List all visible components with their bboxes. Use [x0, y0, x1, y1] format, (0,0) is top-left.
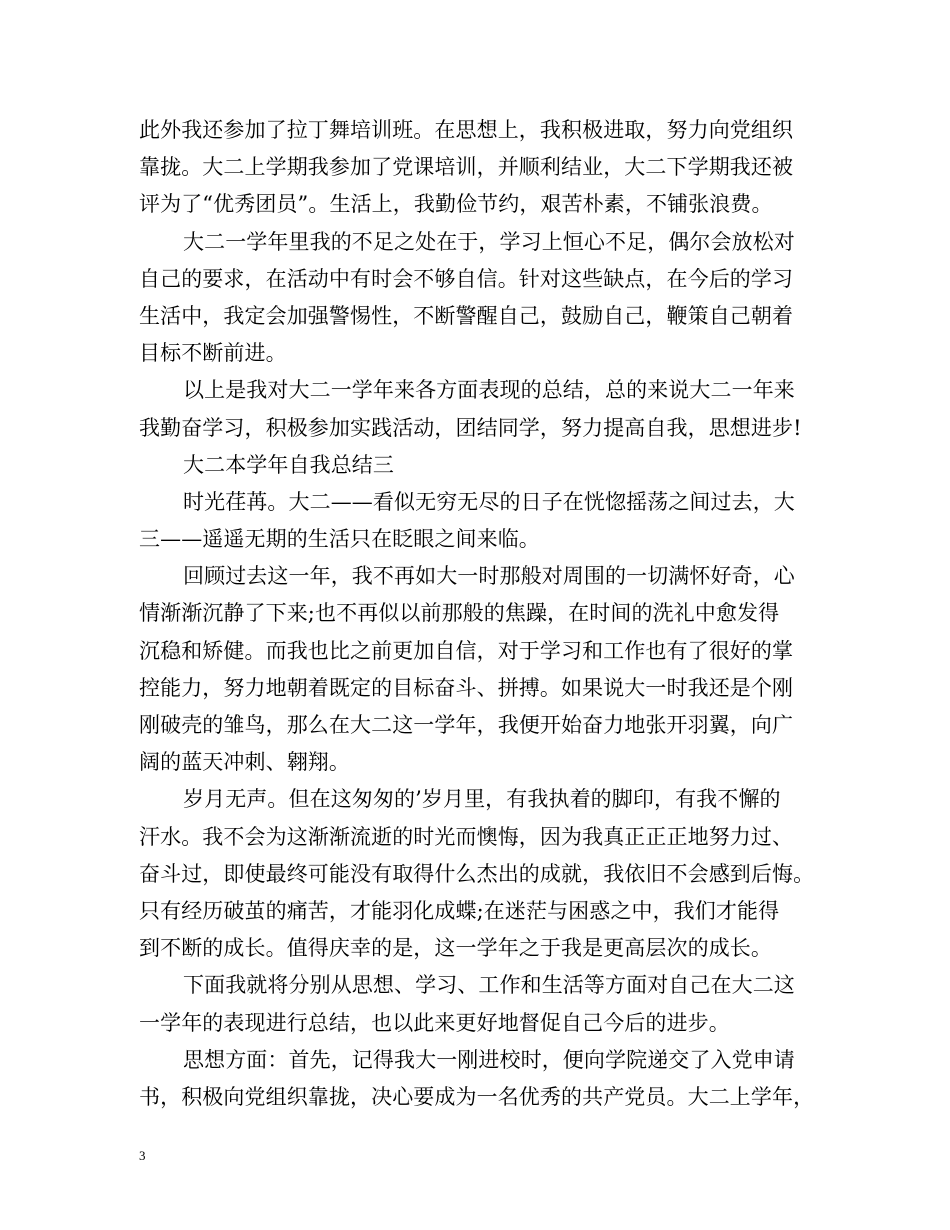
section-heading: 大二本学年自我总结三	[183, 452, 394, 477]
text-line: 只有经历破茧的痛苦，才能羽化成蝶;在迷茫与困惑之中，我们才能得	[139, 898, 780, 923]
text-line: 控能力，努力地朝着既定的目标奋斗、拼搏。如果说大一时我还是个刚	[139, 675, 794, 700]
page-number: 3	[139, 1148, 146, 1163]
text-line: 大二一学年里我的不足之处在于，学习上恒心不足，偶尔会放松对	[183, 229, 795, 254]
text-line: 我勤奋学习，积极参加实践活动，团结同学，努力提高自我，思想进步!	[139, 415, 802, 440]
text-line: 目标不断前进。	[139, 341, 287, 366]
text-line: 到不断的成长。值得庆幸的是，这一学年之于我是更高层次的成长。	[139, 936, 772, 961]
text-line: 书，积极向党组织靠拢，决心要成为一名优秀的共产党员。大二上学年，	[139, 1084, 815, 1109]
text-line: 下面我就将分别从思想、学习、工作和生活等方面对自己在大二这	[183, 973, 795, 998]
text-line: 三——遥遥无期的生活只在眨眼之间来临。	[139, 527, 540, 552]
text-line: 沉稳和矫健。而我也比之前更加自信，对于学习和工作也有了很好的掌	[139, 638, 794, 663]
body-text	[139, 112, 829, 1116]
text-line: 岁月无声。但在这匆匆的’岁月里，有我执着的脚印，有我不懈的	[183, 787, 781, 812]
text-line: 汗水。我不会为这渐渐流逝的时光而懊悔，因为我真正正正地努力过、	[139, 824, 794, 849]
text-line: 阔的蓝天冲刺、翱翔。	[139, 750, 350, 775]
text-line: 奋斗过，即使最终可能没有取得什么杰出的成就，我依旧不会感到后悔。	[139, 861, 815, 886]
text-line: 自己的要求，在活动中有时会不够自信。针对这些缺点，在今后的学习	[139, 266, 794, 291]
text-line: 评为了“优秀团员”。生活上，我勤俭节约，艰苦朴素，不铺张浪费。	[139, 192, 773, 217]
text-line: 以上是我对大二一学年来各方面表现的总结，总的来说大二一年来	[183, 378, 795, 403]
text-line: 情渐渐沉静了下来;也不再似以前那般的焦躁，在时间的洗礼中愈发得	[139, 601, 780, 626]
text-line: 一学年的表现进行总结，也以此来更好地督促自己今后的进步。	[139, 1010, 730, 1035]
text-line: 此外我还参加了拉丁舞培训班。在思想上，我积极进取，努力向党组织	[139, 118, 794, 142]
text-line: 生活中，我定会加强警惕性，不断警醒自己，鼓励自己，鞭策自己朝着	[139, 303, 794, 328]
text-line: 刚破壳的雏鸟，那么在大二这一学年，我便开始奋力地张开羽翼，向广	[139, 713, 794, 737]
text-line: 回顾过去这一年，我不再如大一时那般对周围的一切满怀好奇，心	[183, 564, 795, 589]
text-line: 靠拢。大二上学期我参加了党课培训，并顺利结业，大二下学期我还被	[139, 155, 794, 180]
text-line: 思想方面：首先，记得我大一刚进校时，便向学院递交了入党申请	[183, 1047, 795, 1072]
text-line: 时光荏苒。大二——看似无穷无尽的日子在恍惚摇荡之间过去，大	[183, 489, 795, 514]
